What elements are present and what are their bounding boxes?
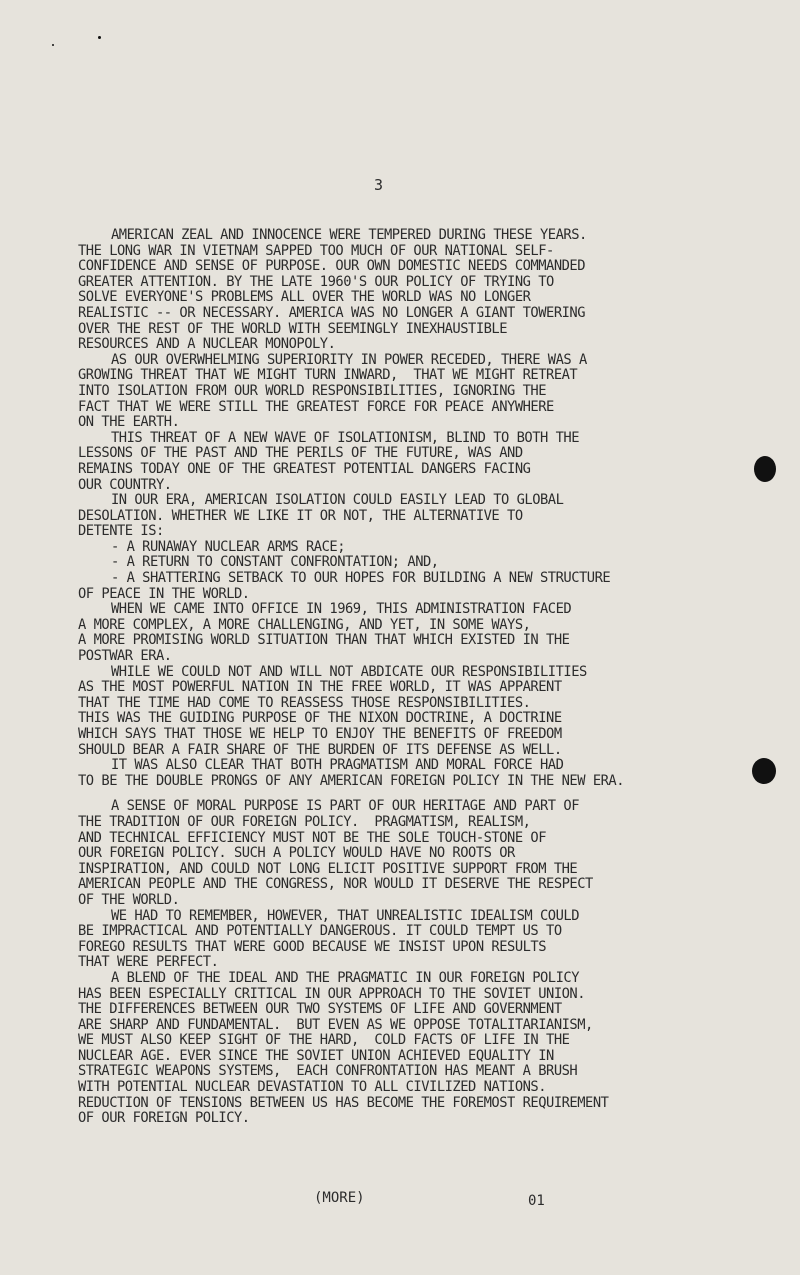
text-line: WHILE WE COULD NOT AND WILL NOT ABDICATE OUR RESPONSIBILITIES (110, 663, 587, 680)
text-line: IN OUR ERA, AMERICAN ISOLATION COULD EASILY LEAD TO GLOBAL (110, 492, 564, 509)
text-line: RESOURCES AND A NUCLEAR MONOPOLY. (78, 336, 336, 353)
text-line: GROWING THREAT THAT WE MIGHT TURN INWARD, THAT WE MIGHT RETREAT (78, 367, 578, 384)
text-line: WE MUST ALSO KEEP SIGHT OF THE HARD, COLD FACTS OF LIFE IN THE (78, 1032, 570, 1049)
text-line: WHICH SAYS THAT THOSE WE HELP TO ENJOY THE BENEFITS OF FREEDOM (78, 726, 562, 742)
text-line: - A RUNAWAY NUCLEAR ARMS RACE; (110, 538, 345, 555)
text-line: AS OUR OVERWHELMING SUPERIORITY IN POWER RECEDED, THERE WAS A (110, 351, 587, 368)
text-line: OUR COUNTRY. (78, 476, 172, 493)
text-line: THE LONG WAR IN VIETNAM SAPPED TOO MUCH OF OUR NATIONAL SELF- (78, 242, 554, 259)
text-line: ON THE EARTH. (78, 414, 180, 431)
text-line: LESSONS OF THE PAST AND THE PERILS OF THE FUTURE, WAS AND (78, 445, 523, 462)
text-line: REMAINS TODAY ONE OF THE GREATEST POTENTIAL DANGERS FACING (78, 460, 531, 477)
text-line: GREATER ATTENTION. BY THE LATE 1960'S OUR POLICY OF TRYING TO (78, 273, 554, 290)
text-line: THIS THREAT OF A NEW WAVE OF ISOLATIONISM, BLIND TO BOTH THE (110, 429, 580, 446)
text-line: OF THE WORLD. (78, 891, 180, 908)
text-line: THAT THE TIME HAD COME TO REASSESS THOSE RESPONSIBILITIES. (78, 694, 531, 711)
text-line: A MORE PROMISING WORLD SITUATION THAN THAT WHICH EXISTED IN THE (78, 632, 570, 649)
text-line: CONFIDENCE AND SENSE OF PURPOSE. OUR OWN DOMESTIC NEEDS COMMANDED (78, 258, 586, 275)
text-line: DESOLATION. WHETHER WE LIKE IT OR NOT, THE ALTERNATIVE TO (78, 507, 523, 524)
text-line: HAS BEEN ESPECIALLY CRITICAL IN OUR APPROACH TO THE SOVIET UNION. (78, 985, 586, 1002)
text-line: A BLEND OF THE IDEAL AND THE PRAGMATIC IN OUR FOREIGN POLICY (110, 969, 580, 986)
text-line: IT WAS ALSO CLEAR THAT BOTH PRAGMATISM AND MORAL FORCE HAD (110, 757, 564, 774)
document-body (78, 228, 738, 1127)
text-line: OF OUR FOREIGN POLICY. (78, 1110, 250, 1127)
text-line: SHOULD BEAR A FAIR SHARE OF THE BURDEN OF ITS DEFENSE AS WELL. (78, 741, 562, 758)
text-line: BE IMPRACTICAL AND POTENTIALLY DANGEROUS. IT COULD TEMPT US TO (78, 923, 562, 940)
text-line: A MORE COMPLEX, A MORE CHALLENGING, AND YET, IN SOME WAYS, (78, 616, 531, 633)
text-line: - A SHATTERING SETBACK TO OUR HOPES FOR BUILDING A NEW STRUCTURE (110, 570, 611, 587)
page-number: 3 (374, 176, 384, 194)
text-line: AND TECHNICAL EFFICIENCY MUST NOT BE THE SOLE TOUCH-STONE OF (78, 829, 547, 846)
text-line: INSPIRATION, AND COULD NOT LONG ELICIT POSITIVE SUPPORT FROM THE (78, 860, 578, 877)
text-line: SOLVE EVERYONE'S PROBLEMS ALL OVER THE WORLD WAS NO LONGER (78, 289, 531, 306)
text-line: WE HAD TO REMEMBER, HOWEVER, THAT UNREALISTIC IDEALISM COULD (110, 907, 580, 924)
text-line: DETENTE IS: (78, 523, 164, 540)
text-line: THAT WERE PERFECT. (78, 954, 219, 971)
text-line: THIS WAS THE GUIDING PURPOSE OF THE NIXON DOCTRINE, A DOCTRINE (78, 710, 562, 727)
text-line: - A RETURN TO CONSTANT CONFRONTATION; AND, (110, 554, 439, 571)
text-line: OVER THE REST OF THE WORLD WITH SEEMINGLY INEXHAUSTIBLE (78, 320, 508, 337)
text-line: INTO ISOLATION FROM OUR WORLD RESPONSIBILITIES, IGNORING THE (78, 382, 547, 399)
text-line: A SENSE OF MORAL PURPOSE IS PART OF OUR HERITAGE AND PART OF (110, 798, 580, 815)
text-line: AS THE MOST POWERFUL NATION IN THE FREE WORLD, IT WAS APPARENT (78, 679, 562, 696)
text-line: STRATEGIC WEAPONS SYSTEMS, EACH CONFRONTATION HAS MEANT A BRUSH (78, 1063, 578, 1080)
text-line: THE TRADITION OF OUR FOREIGN POLICY. PRAGMATISM, REALISM, (78, 813, 531, 830)
text-line: OF PEACE IN THE WORLD. (78, 585, 250, 602)
text-line: FACT THAT WE WERE STILL THE GREATEST FORCE FOR PEACE ANYWHERE (78, 398, 554, 415)
punch-hole-mark (752, 758, 776, 784)
text-line: WITH POTENTIAL NUCLEAR DEVASTATION TO ALL CIVILIZED NATIONS. (78, 1079, 547, 1096)
punch-hole-mark (754, 456, 776, 482)
text-line: THE DIFFERENCES BETWEEN OUR TWO SYSTEMS OF LIFE AND GOVERNMENT (78, 1001, 562, 1018)
text-line: AMERICAN PEOPLE AND THE CONGRESS, NOR WOULD IT DESERVE THE RESPECT (78, 876, 593, 893)
text-line: ARE SHARP AND FUNDAMENTAL. BUT EVEN AS WE OPPOSE TOTALITARIANISM, (78, 1016, 593, 1033)
text-line: NUCLEAR AGE. EVER SINCE THE SOVIET UNION ACHIEVED EQUALITY IN (78, 1047, 554, 1064)
more-marker: (MORE) (314, 1190, 365, 1206)
text-line: REDUCTION OF TENSIONS BETWEEN US HAS BECOME THE FOREMOST REQUIREMENT (78, 1094, 609, 1111)
text-line: OUR FOREIGN POLICY. SUCH A POLICY WOULD HAVE NO ROOTS OR (78, 845, 515, 862)
text-line: TO BE THE DOUBLE PRONGS OF ANY AMERICAN FOREIGN POLICY IN THE NEW ERA. (78, 772, 625, 789)
text-line: FOREGO RESULTS THAT WERE GOOD BECAUSE WE INSIST UPON RESULTS (78, 938, 547, 955)
text-line: AMERICAN ZEAL AND INNOCENCE WERE TEMPERED DURING THESE YEARS. (110, 227, 587, 243)
text-line: POSTWAR ERA. (78, 648, 172, 665)
text-line: WHEN WE CAME INTO OFFICE IN 1969, THIS ADMINISTRATION FACED (110, 601, 572, 618)
speck-mark (98, 36, 101, 39)
speck-mark (52, 44, 54, 46)
text-line: REALISTIC -- OR NECESSARY. AMERICA WAS NO LONGER A GIANT TOWERING (78, 304, 586, 321)
page-code: 01 (528, 1193, 545, 1209)
